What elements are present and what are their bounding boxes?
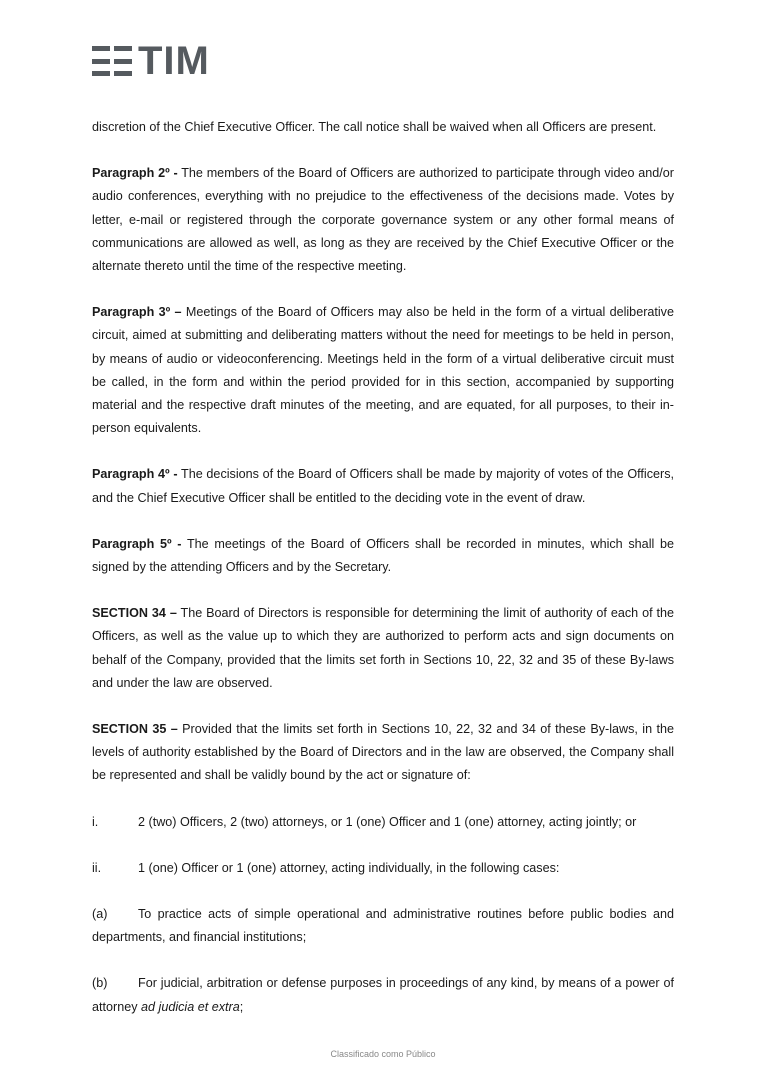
sub-item-text: For judicial, arbitration or defense purposes in proceedings of any kind, by means of a power of attorney [92,976,674,1014]
paragraph-5-text: The meetings of the Board of Officers shall be recorded in minutes, which shall be signed by the attending Officers and by the Secretary. [92,536,674,575]
sub-item-text: To practice acts of simple operational and administrative routines before public bodies and departments, and financial institutions; [92,907,674,945]
intro-paragraph: discretion of the Chief Executive Officer. The call notice shall be waived when all Officers are present. [92,120,657,134]
paragraph-2-label: Paragraph 2º - [92,166,178,181]
list-item-text: 2 (two) Officers, 2 (two) attorneys, or 1 (one) Officer and 1 (one) attorney, acting jointly; or [138,814,637,829]
paragraph-5 [92,533,674,579]
sub-item [92,903,674,949]
section-34-text: The Board of Directors is responsible for determining the limit of authority of each of the Officers, as well as the value up to which they are authorized to perform acts and sign documents on behalf of the Company, provided that the limits set forth in Sections 10, 22, 32 and 35 of these By-laws and under the law are observed. [92,606,674,690]
paragraph-4-label: Paragraph 4º - [92,467,178,482]
section-34-label: SECTION 34 – [92,606,177,621]
list-item [92,857,674,880]
paragraph-2-text: The members of the Board of Officers are authorized to participate through video and/or audio conferences, everything with no prejudice to the effectiveness of the decisions made. Votes by letter, e-mail or registered through the corporate governance system or any other formal means of communications are allowed as well, as long as they are received by the Chief Executive Officer or the alternate thereto until the time of the respective meeting. [92,166,674,274]
sub-item-tail: ; [239,999,244,1014]
list-item-number: i. [92,814,99,829]
section-35-label: SECTION 35 – [92,722,178,737]
list-item-text: 1 (one) Officer or 1 (one) attorney, acting individually, in the following cases: [138,860,560,875]
paragraph-3-text: Meetings of the Board of Officers may also be held in the form of a virtual deliberative circuit, aimed at submitting and deliberating matters without the need for meetings to be held in person, by means of audio or videoconferencing. Meetings held in the form of a virtual deliberative circuit must be called, in the form and within the period provided for in this section, accompanied by supporting material and the respective draft minutes of the meeting, and are equated, for all purposes, to their in-person equivalents. [92,305,674,436]
logo-bars-icon [92,46,132,76]
tim-logo [92,39,210,83]
paragraph-3-label: Paragraph 3º – [92,305,182,320]
sub-item-italic: ad judicia et extra [141,999,240,1014]
sub-item-label: (b) [92,976,108,991]
classification-footer: Classificado como Público [330,1049,436,1059]
section-34 [92,602,674,695]
sub-item-label: (a) [92,907,108,922]
logo-text: TIM [138,39,210,83]
paragraph-4 [92,463,674,509]
sub-item [92,972,674,1018]
paragraph-2 [92,162,674,278]
paragraph-4-text: The decisions of the Board of Officers shall be made by majority of votes of the Officers, and the Chief Executive Officer shall be entitled to the deciding vote in the event of draw. [92,467,674,505]
document-body [92,116,674,1019]
section-35 [92,718,674,788]
section-35-text: Provided that the limits set forth in Sections 10, 22, 32 and 34 of these By-laws, in the levels of authority established by the Board of Directors and in the law are observed, the Company shall be represented and shall be validly bound by the act or signature of: [92,722,674,783]
list-item-number: ii. [92,860,102,875]
paragraph-3 [92,301,674,440]
paragraph-5-label: Paragraph 5º - [92,536,182,551]
list-item [92,811,674,834]
